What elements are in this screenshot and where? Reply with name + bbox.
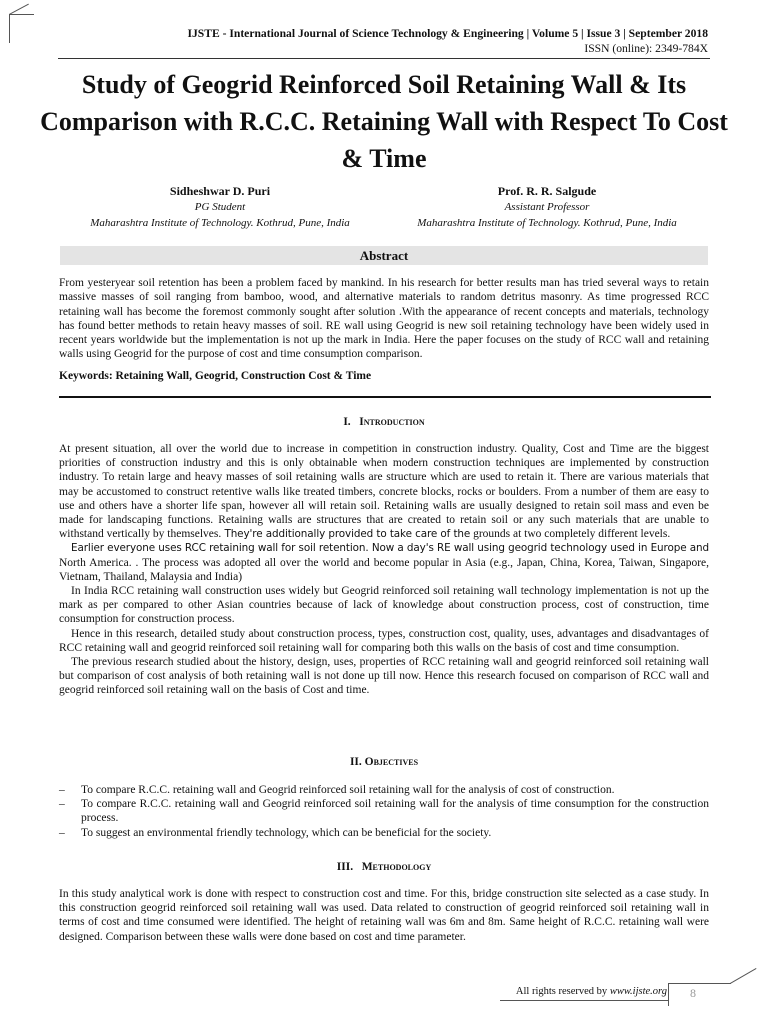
author-name: Sidheshwar D. Puri bbox=[169, 184, 271, 198]
author-role: PG Student bbox=[194, 201, 246, 213]
footer-rights bbox=[0, 986, 667, 997]
objectives-list bbox=[59, 783, 709, 840]
section-heading-objectives bbox=[59, 756, 709, 768]
introduction-body bbox=[59, 442, 709, 698]
intro-paragraph-1 bbox=[59, 442, 709, 541]
objective-item bbox=[59, 797, 709, 825]
objective-text: To compare R.C.C. retaining wall and Geogrid reinforced soil retaining wall for the analysis of time consumption for the construction process. bbox=[81, 798, 709, 825]
section-heading-introduction bbox=[59, 416, 709, 428]
section-number: I. bbox=[343, 416, 351, 428]
author-role: Assistant Professor bbox=[504, 201, 590, 213]
intro-paragraph-4: Hence in this research, detailed study about construction process, types, construction cost, quality, uses, advantages and disadvantages of RCC retaining wall and geogrid reinforced soil retaining wall for comparing both this walls on the basis of cost and time consumption. bbox=[59, 627, 709, 654]
intro-handwritten-insert: They're additionally provided to take care of the bbox=[221, 528, 471, 541]
methodology-paragraph: In this study analytical work is done with respect to construction cost and time. For this, bridge construction site selected as a case study. In this construction geogrid reinforced soil retaining wall was used. Data related to construction of geogrid reinforced soil retaining wall in terms of cost and time consumed were identified. The height of retaining wall was 6m and 8m. Same height of R.C.C. retaining wall were designed. Comparison between these walls were done based on cost and time parameter. bbox=[59, 888, 709, 943]
footer-page-box bbox=[668, 983, 731, 1006]
author-name: Prof. R. R. Salgude bbox=[497, 184, 597, 198]
section-heading-methodology bbox=[59, 861, 709, 873]
section-title: Introduction bbox=[359, 416, 425, 428]
section-title: Objectives bbox=[364, 756, 419, 768]
objective-item bbox=[59, 783, 709, 797]
abstract-rule bbox=[59, 396, 711, 398]
bullet-dash: – bbox=[59, 798, 65, 811]
footer-rule bbox=[500, 1000, 668, 1001]
objective-text: To suggest an environmental friendly technology, which can be beneficial for the society. bbox=[81, 826, 492, 839]
section-number: III. bbox=[336, 861, 354, 873]
abstract-text: From yesteryear soil retention has been a problem faced by mankind. In his research for better results man has tried several ways to retain massive masses of soil ranging from bamboo, wood, and alternative materials to random detritus masonry. As time progressed RCC retaining wall has become the foremost commonly sought after solution .With the appearance of recent concepts and materials, technology has found better methods to retain heavy masses of soil. RE wall using Geogrid is new soil retaining technology have been widely used in recent years worldwide but the implementation is not up the mark in India. Here the paper focuses on the study of RCC wall and retaining walls using Geogrid for the purpose of cost and time consumption comparison. bbox=[59, 277, 709, 361]
intro-paragraph-1-end: grounds at two completely different levels. bbox=[473, 528, 671, 541]
abstract-heading: Abstract bbox=[60, 246, 708, 265]
paper-title: Study of Geogrid Reinforced Soil Retaining Wall & Its Comparison with R.C.C. Retaining Wall with Respect To Cost & Time bbox=[40, 70, 728, 173]
author-2 bbox=[387, 183, 707, 231]
author-affiliation: Maharashtra Institute of Technology. Kothrud, Pune, India bbox=[417, 217, 677, 229]
rights-text: All rights reserved by bbox=[515, 986, 610, 997]
intro-paragraph-3: In India RCC retaining wall construction uses widely but Geogrid reinforced soil retaining wall technology implementation is not up the mark as per compared to other Asian countries because of lack of knowledge about construction process, cost of construction, time consumption for construction process. bbox=[59, 585, 709, 626]
section-title: Methodology bbox=[361, 861, 432, 873]
author-affiliation: Maharashtra Institute of Technology. Kothrud, Pune, India bbox=[90, 217, 350, 229]
journal-header: IJSTE - International Journal of Science Technology & Engineering | Volume 5 | Issue 3 | September 2018 bbox=[187, 27, 708, 40]
section-number: II. bbox=[349, 756, 362, 768]
footer-corner-decoration bbox=[730, 968, 757, 985]
bullet-dash: – bbox=[59, 826, 65, 839]
intro-paragraph-2-text: North America. . The process was adopted all over the world and become popular in Asia (e.g., Japan, China, Korea, Taiwan, Singapore, Vietnam, Thailand, Malaysia and India) bbox=[59, 556, 709, 583]
bullet-dash: – bbox=[59, 784, 65, 796]
issn-line: ISSN (online): 2349-784X bbox=[584, 42, 708, 55]
journal-url-link[interactable]: www.ijste.org bbox=[609, 986, 667, 997]
keywords: Keywords: Retaining Wall, Geogrid, Construction Cost & Time bbox=[59, 370, 372, 382]
intro-handwritten-line: Earlier everyone uses RCC retaining wall for soil retention. Now a day's RE wall using geogrid technology used in Europe and bbox=[71, 542, 709, 555]
objective-text: To compare R.C.C. retaining wall and Geogrid reinforced soil retaining wall for the analysis of cost of construction. bbox=[81, 784, 615, 796]
page-number: 8 bbox=[690, 986, 696, 1000]
intro-paragraph-5: The previous research studied about the history, design, uses, properties of RCC retaining wall and geogrid reinforced soil retaining wall but comparison of cost analysis of both retaining wall is not done up till now. Hence this research focused on comparison of RCC wall and geogrid reinforced soil retaining wall on the basis of Cost and time. bbox=[59, 656, 709, 697]
header-rule bbox=[58, 58, 710, 59]
methodology-body bbox=[59, 887, 709, 944]
intro-paragraph-2 bbox=[59, 541, 709, 584]
objective-item bbox=[59, 826, 709, 840]
author-1 bbox=[60, 183, 380, 231]
intro-paragraph-1-text: At present situation, all over the world due to increase in competition in construction industry. Quality, Cost and Time are the biggest priorities of construction industry and this is only obtainable when modern construction techniques are implemented by construction industry. To retain large and heavy masses of soil retaining walls are structure which are used to retain it. There are various materials that may be accustomed to construct retentive walls like treated timbers, concrete blocks, rocks or boulders. From a number of them are easy to use and others have a shorter life span, however all will retain soil. Retaining walls are usually designed to retain soil mass and even be made for landscaping functions. Retaining walls are structures that are created to retain soil or any such materials that are unable to withstand vertically by themselves. bbox=[59, 443, 709, 541]
